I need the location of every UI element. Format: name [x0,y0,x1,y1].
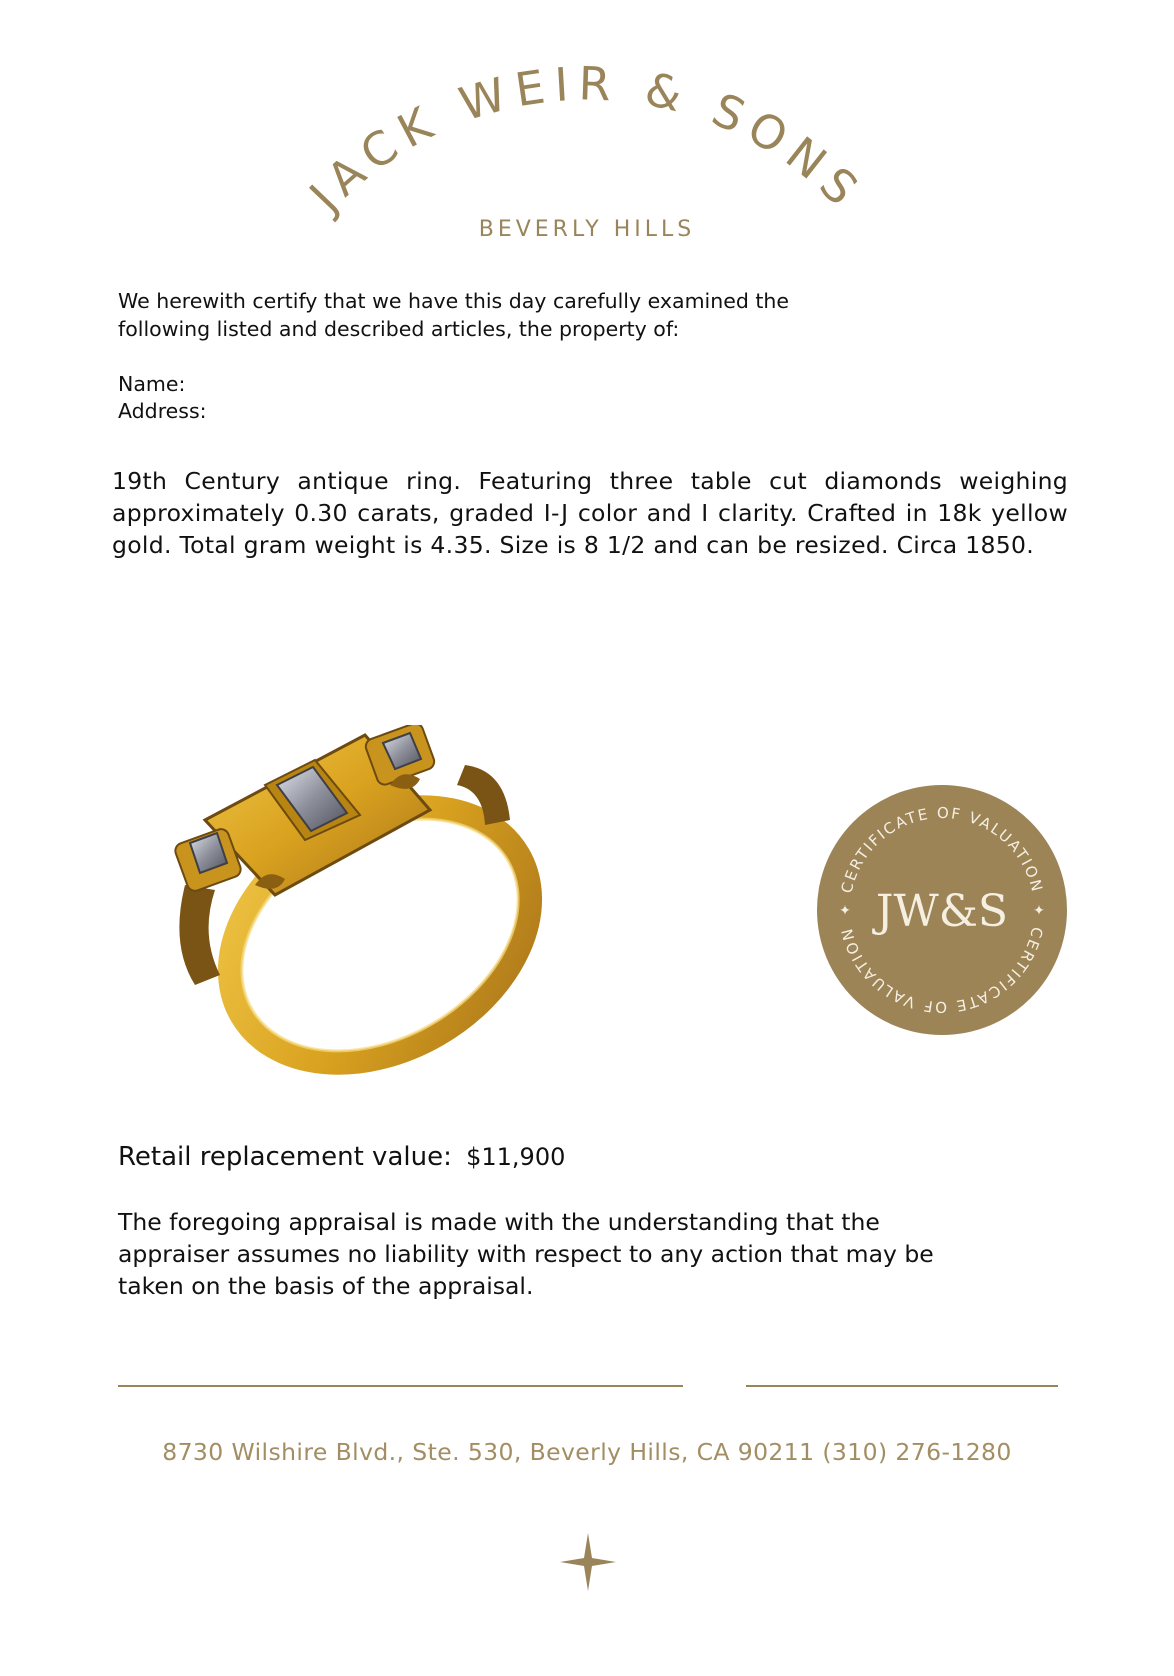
signature-line-right [746,1385,1058,1387]
retail-value [118,1142,565,1172]
brand-logo [287,58,887,258]
seal-monogram: JW&S [875,886,1009,937]
certificate-seal [815,783,1069,1037]
footer-address: 8730 Wilshire Blvd., Ste. 530, Beverly Hills, CA 90211 (310) 276-1280 [162,1438,1012,1466]
intro-line-2: following listed and described articles, the property of: [118,317,680,341]
seal-ring-text: CERTIFICATE OF VALUATION [837,803,1047,895]
name-label: Name: [118,372,186,396]
retail-value-amount: $11,900 [466,1143,566,1171]
item-description: 19th Century antique ring. Featuring three table cut diamonds weighing approximately 0.30 carats, graded I-J color and I clarity. Crafted in 18k yellow gold. Total gram weight is 4.35. Size is 8 1/2 and can be resized. Circa 1850. [112,467,1068,559]
appraisal-disclaimer [118,1206,1038,1302]
seal-star-left-icon: ✦ [839,903,851,919]
address-label: Address: [118,399,207,423]
disclaimer-line-2: appraiser assumes no liability with respect to any action that may be [118,1240,934,1268]
intro-line-1: We herewith certify that we have this day carefully examined the [118,289,790,313]
four-point-star-icon [560,1533,616,1591]
disclaimer-line-1: The foregoing appraisal is made with the understanding that the [118,1208,880,1236]
disclaimer-line-3: taken on the basis of the appraisal. [118,1272,534,1300]
retail-value-label: Retail replacement value: [118,1142,452,1172]
seal-ring-text-bottom: CERTIFICATE OF VALUATION [837,925,1047,1017]
seal-star-right-icon: ✦ [1033,903,1045,919]
certification-intro [118,287,938,343]
antique-ring-image [165,725,555,1100]
brand-location: BEVERLY HILLS [478,217,696,242]
signature-line-left [118,1385,683,1387]
brand-name: JACK WEIR & SONS [299,58,875,222]
